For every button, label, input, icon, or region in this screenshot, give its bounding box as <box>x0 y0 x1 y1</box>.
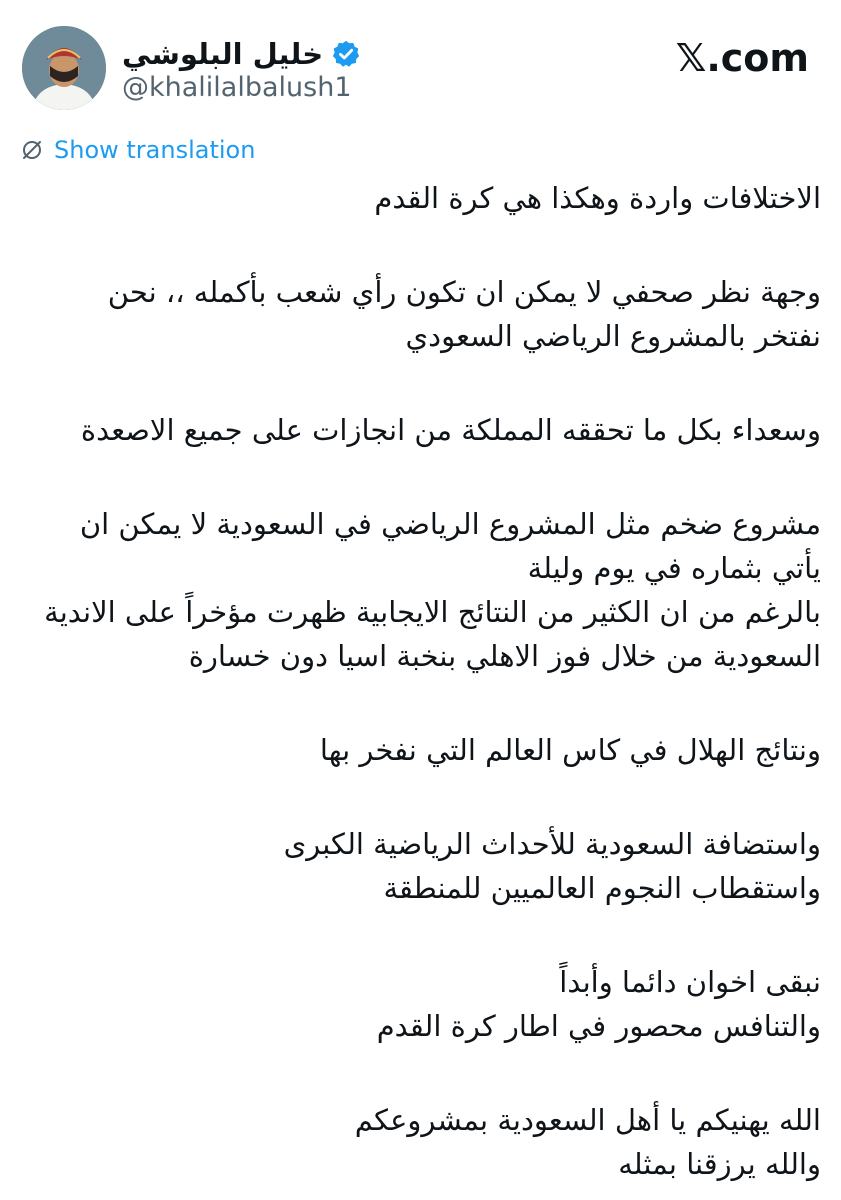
tweet-paragraph-5 <box>13 728 821 772</box>
tweet-line: مشروع ضخم مثل المشروع الرياضي في السعودية لا يمكن ان <box>79 507 821 541</box>
translate-icon <box>20 138 44 162</box>
tweet-text <box>13 176 821 1186</box>
tweet-line: نفتخر بالمشروع الرياضي السعودي <box>405 319 821 353</box>
tweet-paragraph-8 <box>13 1098 821 1186</box>
show-translation-label[interactable]: Show translation <box>54 136 256 164</box>
author-name[interactable]: خليل البلوشي <box>122 37 324 71</box>
tweet-header <box>0 0 841 130</box>
tweet-line: والله يرزقنا بمثله <box>618 1147 821 1181</box>
tweet-paragraph-4 <box>13 502 821 678</box>
tweet-paragraph-6 <box>13 822 821 910</box>
tweet-paragraph-1 <box>13 176 821 220</box>
tweet-paragraph-7 <box>13 960 821 1048</box>
tweet-line: والتنافس محصور في اطار كرة القدم <box>376 1009 821 1043</box>
tweet-line: السعودية من خلال فوز الاهلي بنخبة اسيا دون خسارة <box>188 639 821 673</box>
author-handle[interactable]: @khalilalbalush1 <box>122 72 352 103</box>
tweet-line: الله يهنيكم يا أهل السعودية بمشروعكم <box>354 1103 821 1137</box>
tweet-line: الاختلافات واردة وهكذا هي كرة القدم <box>374 181 821 215</box>
tweet-paragraph-3 <box>13 408 821 452</box>
show-translation-button[interactable] <box>20 136 255 164</box>
tweet-line: وسعداء بكل ما تحققه المملكة من انجازات على جميع الاصعدة <box>80 413 821 447</box>
tweet-line: بالرغم من ان الكثير من النتائج الايجابية ظهرت مؤخراً على الاندية <box>44 595 821 629</box>
tweet-line: واستقطاب النجوم العالميين للمنطقة <box>383 871 821 905</box>
tweet-paragraph-2 <box>13 270 821 358</box>
tweet-line: وجهة نظر صحفي لا يمكن ان تكون رأي شعب بأكمله ،، نحن <box>107 275 821 309</box>
author-name-row[interactable] <box>122 34 361 74</box>
tweet-line: ونتائج الهلال في كاس العالم التي نفخر بها <box>319 733 821 767</box>
user-avatar-icon <box>22 26 106 110</box>
avatar[interactable] <box>22 26 106 110</box>
tweet-line: واستضافة السعودية للأحداث الرياضية الكبرى <box>283 827 821 861</box>
brand-logo: 𝕏.com <box>675 36 809 80</box>
verified-badge-icon <box>331 39 361 69</box>
tweet-line: نبقى اخوان دائما وأبداً <box>559 965 821 999</box>
tweet-line: يأتي بثماره في يوم وليلة <box>527 551 821 585</box>
